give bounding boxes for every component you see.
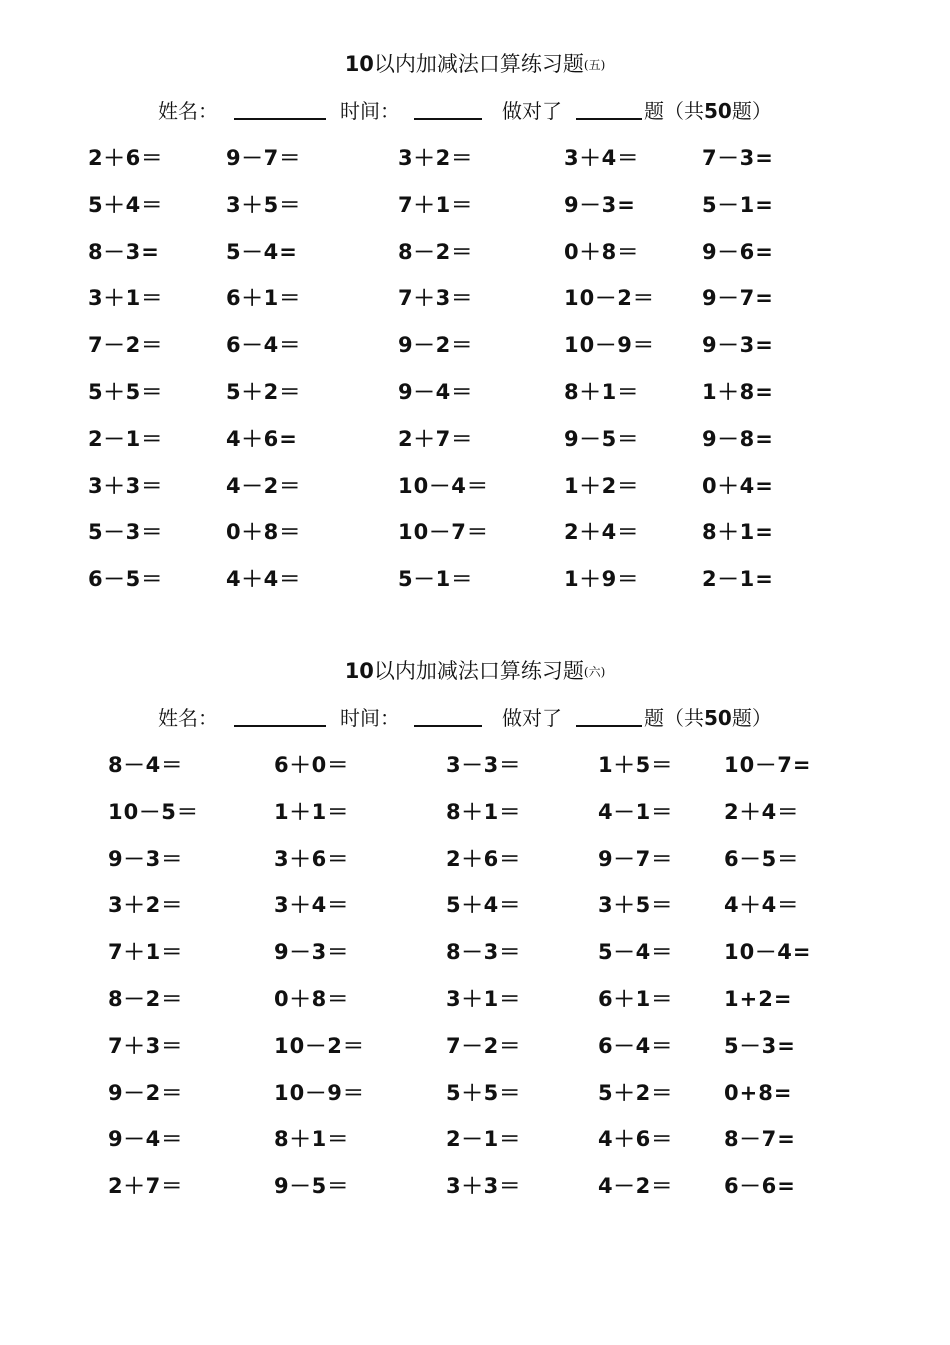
problem-1-4: 3＋4＝ bbox=[564, 146, 640, 170]
problem-9-2: 0＋8＝ bbox=[226, 520, 302, 545]
name-blank[interactable] bbox=[234, 703, 326, 733]
problem-10-5: 6－6= bbox=[724, 1174, 796, 1199]
problem-5-2: 9－3＝ bbox=[274, 940, 350, 965]
problem-10-1: 2＋7＝ bbox=[108, 1174, 184, 1199]
problem-4-2: 3＋4＝ bbox=[274, 893, 350, 918]
problem-6-5: 1＋8= bbox=[702, 380, 774, 404]
problem-2-4: 9－3= bbox=[564, 192, 636, 217]
correct-blank[interactable] bbox=[576, 96, 642, 126]
problem-9-3: 2－1＝ bbox=[446, 1127, 522, 1152]
problem-4-5: 9－7= bbox=[702, 286, 774, 311]
problem-8-3: 10－4＝ bbox=[398, 473, 489, 498]
problem-3-4: 0＋8＝ bbox=[564, 239, 640, 264]
problem-7-3: 7－2＝ bbox=[446, 1033, 522, 1058]
problem-8-2: 4－2＝ bbox=[226, 473, 302, 498]
problem-4-1: 3＋2＝ bbox=[108, 893, 184, 918]
problem-2-5: 5－1= bbox=[702, 192, 774, 217]
problem-3-1: 8－3= bbox=[88, 239, 160, 264]
correct-label: 做对了 bbox=[502, 706, 562, 730]
problem-1-3: 3－3＝ bbox=[446, 753, 522, 777]
problem-4-1: 3＋1＝ bbox=[88, 286, 164, 311]
info-line bbox=[158, 96, 858, 126]
problem-1-2: 9－7＝ bbox=[226, 146, 302, 170]
problem-8-1: 3＋3＝ bbox=[88, 473, 164, 498]
problem-6-3: 3＋1＝ bbox=[446, 987, 522, 1011]
problem-7-1: 2－1＝ bbox=[88, 426, 164, 451]
title-text: 以内加减法口算练习题 bbox=[373, 52, 584, 76]
title-number: 10 bbox=[344, 52, 374, 76]
problem-6-1: 5＋5＝ bbox=[88, 380, 164, 404]
time-label: 时间： bbox=[340, 99, 400, 123]
problem-5-1: 7＋1＝ bbox=[108, 940, 184, 965]
total-label: 题（共50题） bbox=[644, 99, 772, 123]
info-line bbox=[158, 703, 858, 733]
problem-4-2: 6＋1＝ bbox=[226, 286, 302, 311]
problem-7-5: 5－3= bbox=[724, 1033, 796, 1058]
title-text: 以内加减法口算练习题 bbox=[373, 659, 584, 683]
problem-3-5: 9－6= bbox=[702, 239, 774, 264]
problem-9-4: 2＋4＝ bbox=[564, 520, 640, 545]
problem-4-3: 5＋4＝ bbox=[446, 893, 522, 918]
title-suffix: (五) bbox=[583, 58, 606, 72]
problem-8-5: 0＋4= bbox=[702, 473, 774, 498]
problem-10-2: 4＋4＝ bbox=[226, 567, 302, 592]
problem-4-4: 10－2＝ bbox=[564, 286, 655, 311]
name-label: 姓名： bbox=[158, 706, 218, 730]
problem-5-3: 8－3＝ bbox=[446, 940, 522, 965]
problem-3-1: 9－3＝ bbox=[108, 846, 184, 871]
problem-1-5: 10－7= bbox=[724, 753, 812, 777]
name-label: 姓名： bbox=[158, 99, 218, 123]
problem-8-5: 0+8= bbox=[724, 1080, 793, 1105]
problem-3-3: 2＋6＝ bbox=[446, 846, 522, 871]
problem-6-3: 9－4＝ bbox=[398, 380, 474, 404]
problem-7-4: 9－5＝ bbox=[564, 426, 640, 451]
problem-9-5: 8－7= bbox=[724, 1127, 796, 1152]
problem-8-3: 5＋5＝ bbox=[446, 1080, 522, 1105]
problem-2-5: 2＋4＝ bbox=[724, 799, 800, 824]
time-blank[interactable] bbox=[414, 703, 482, 733]
problem-9-1: 9－4＝ bbox=[108, 1127, 184, 1152]
problem-1-2: 6＋0＝ bbox=[274, 753, 350, 777]
problem-9-1: 5－3＝ bbox=[88, 520, 164, 545]
problem-2-3: 7＋1＝ bbox=[398, 192, 474, 217]
problem-1-4: 1＋5＝ bbox=[598, 753, 674, 777]
correct-label: 做对了 bbox=[502, 99, 562, 123]
name-blank[interactable] bbox=[234, 96, 326, 126]
problem-7-5: 9－8= bbox=[702, 426, 774, 451]
problem-10-4: 1＋9＝ bbox=[564, 567, 640, 592]
problem-4-3: 7＋3＝ bbox=[398, 286, 474, 311]
problem-5-3: 9－2＝ bbox=[398, 333, 474, 358]
problem-1-1: 2＋6＝ bbox=[88, 146, 164, 170]
problem-5-1: 7－2＝ bbox=[88, 333, 164, 358]
problem-1-5: 7－3= bbox=[702, 146, 774, 170]
problem-6-1: 8－2＝ bbox=[108, 987, 184, 1011]
problem-10-3: 3＋3＝ bbox=[446, 1174, 522, 1199]
problem-9-4: 4＋6＝ bbox=[598, 1127, 674, 1152]
problem-7-2: 4＋6= bbox=[226, 426, 298, 451]
problem-8-1: 9－2＝ bbox=[108, 1080, 184, 1105]
problem-10-3: 5－1＝ bbox=[398, 567, 474, 592]
problem-2-4: 4－1＝ bbox=[598, 799, 674, 824]
problem-10-4: 4－2＝ bbox=[598, 1174, 674, 1199]
problem-2-1: 5＋4＝ bbox=[88, 192, 164, 217]
problem-8-4: 1＋2＝ bbox=[564, 473, 640, 498]
problem-4-5: 4＋4＝ bbox=[724, 893, 800, 918]
problem-8-4: 5＋2＝ bbox=[598, 1080, 674, 1105]
time-label: 时间： bbox=[340, 706, 400, 730]
problem-3-3: 8－2＝ bbox=[398, 239, 474, 264]
problem-6-4: 8＋1＝ bbox=[564, 380, 640, 404]
correct-blank[interactable] bbox=[576, 703, 642, 733]
time-blank[interactable] bbox=[414, 96, 482, 126]
problem-5-5: 9－3= bbox=[702, 333, 774, 358]
problem-10-2: 9－5＝ bbox=[274, 1174, 350, 1199]
problem-10-1: 6－5＝ bbox=[88, 567, 164, 592]
worksheet-title bbox=[0, 657, 950, 686]
total-label: 题（共50题） bbox=[644, 706, 772, 730]
problem-2-3: 8＋1＝ bbox=[446, 799, 522, 824]
problem-5-5: 10－4= bbox=[724, 940, 812, 965]
problem-6-5: 1+2= bbox=[724, 987, 793, 1011]
problem-5-4: 10－9＝ bbox=[564, 333, 655, 358]
problem-8-2: 10－9＝ bbox=[274, 1080, 365, 1105]
problem-9-5: 8＋1= bbox=[702, 520, 774, 545]
problem-5-4: 5－4＝ bbox=[598, 940, 674, 965]
problem-7-4: 6－4＝ bbox=[598, 1033, 674, 1058]
worksheet-title bbox=[0, 50, 950, 79]
problem-10-5: 2－1= bbox=[702, 567, 774, 592]
problem-3-5: 6－5＝ bbox=[724, 846, 800, 871]
problem-6-4: 6＋1＝ bbox=[598, 987, 674, 1011]
problem-3-2: 3＋6＝ bbox=[274, 846, 350, 871]
title-number: 10 bbox=[344, 659, 374, 683]
title-suffix: (六) bbox=[583, 665, 606, 679]
problem-5-2: 6－4＝ bbox=[226, 333, 302, 358]
problem-2-1: 10－5＝ bbox=[108, 799, 199, 824]
problem-1-3: 3＋2＝ bbox=[398, 146, 474, 170]
problem-7-2: 10－2＝ bbox=[274, 1033, 365, 1058]
problem-9-2: 8＋1＝ bbox=[274, 1127, 350, 1152]
problem-9-3: 10－7＝ bbox=[398, 520, 489, 545]
problem-3-4: 9－7＝ bbox=[598, 846, 674, 871]
problem-3-2: 5－4= bbox=[226, 239, 298, 264]
problem-2-2: 3＋5＝ bbox=[226, 192, 302, 217]
problem-1-1: 8－4＝ bbox=[108, 753, 184, 777]
problem-7-1: 7＋3＝ bbox=[108, 1033, 184, 1058]
problem-7-3: 2＋7＝ bbox=[398, 426, 474, 451]
problem-4-4: 3＋5＝ bbox=[598, 893, 674, 918]
problem-6-2: 5＋2＝ bbox=[226, 380, 302, 404]
problem-6-2: 0＋8＝ bbox=[274, 987, 350, 1011]
problem-2-2: 1＋1＝ bbox=[274, 799, 350, 824]
